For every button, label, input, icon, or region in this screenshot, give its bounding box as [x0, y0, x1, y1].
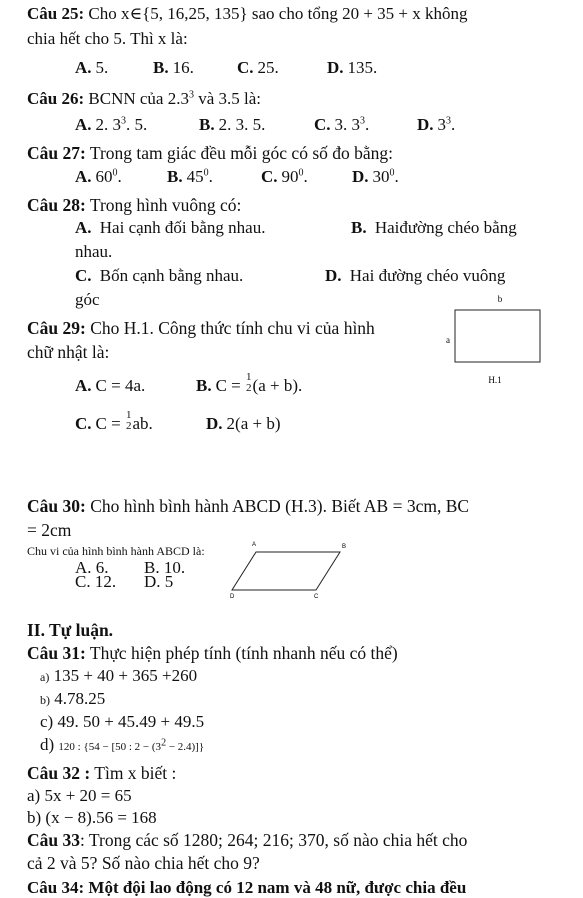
rectangle-figure-h1 — [440, 290, 550, 390]
q26-option-b[interactable]: B. 2. 3. 5. — [199, 115, 266, 134]
q30-option-d[interactable]: D. 5 — [144, 572, 174, 591]
q30-subtext: Chu vi của hình bình hành ABCD là: — [27, 544, 205, 558]
q29-line2: chữ nhật là: — [27, 342, 110, 362]
q33-line1: Câu 33: Trong các số 1280; 264; 216; 370, số nào chia hết cho — [27, 830, 468, 850]
parallelogram-figure-h3 — [222, 538, 362, 600]
q31-part-a: a) 135 + 40 + 365 +260 — [40, 666, 198, 685]
q28-line: Câu 28: Trong hình vuông có: — [27, 195, 242, 215]
q30-line2: = 2cm — [27, 520, 72, 540]
caption-h1: H.1 — [488, 375, 502, 385]
q28-option-a[interactable]: A. Hai cạnh đối bằng nhau. — [75, 218, 266, 237]
q25-line2 — [27, 29, 188, 49]
q26-line: Câu 26: BCNN của $2.3^3$ và 3.5 là: — [27, 89, 262, 108]
q28-option-c[interactable]: C. Bốn cạnh bằng nhau. — [75, 266, 244, 285]
q32-part-b: b) (x − 8).56 = 168 — [27, 808, 157, 827]
q26-option-c[interactable]: C. 3. $3^3$. — [314, 115, 370, 134]
q25-text-b: chia hết cho 5. Thì x là: — [27, 29, 188, 48]
q29-option-d[interactable]: D. 2(a + b) — [206, 414, 281, 433]
vertex-b: B — [342, 544, 347, 550]
q29-number: Câu 29: — [27, 318, 86, 338]
q25-line1 — [27, 4, 468, 24]
q28-option-b[interactable]: B. Haiđường chéo bằng — [351, 218, 517, 237]
q32-line: Câu 32 : Tìm x biết : — [27, 763, 177, 783]
q28-option-b-cont: nhau. — [75, 242, 113, 261]
q31-number: Câu 31: — [27, 643, 86, 663]
section-title-tu-luan: II. Tự luận. — [27, 620, 114, 640]
q25-number: Câu 25: — [27, 4, 85, 23]
q28-option-d[interactable]: D. Hai đường chéo vuông — [325, 266, 506, 285]
vertex-a: A — [252, 542, 257, 548]
q30-option-b[interactable]: B. 10. — [144, 558, 186, 577]
q26-number: Câu 26: — [27, 89, 85, 108]
fraction-one-half: 1 2 — [246, 371, 252, 395]
q29-option-c[interactable]: C. C = 1 2 ab. — [75, 409, 153, 433]
q31-part-d: d) 120 : {54 − [50 : $2 - (3^2 - 2.4)$]} — [40, 735, 205, 754]
q28-number: Câu 28: — [27, 195, 86, 215]
q25-text-a: Cho x∈{5, 16,25, 135} sao cho tổng 20 + 35 + x không — [84, 4, 468, 23]
q25-option-c[interactable]: C. 25. — [237, 58, 279, 77]
label-a: a — [446, 335, 450, 345]
q27-option-b[interactable]: B. $45^0$. — [167, 167, 213, 186]
q29-option-a[interactable]: A. C = 4a. — [75, 376, 146, 395]
q31-line: Câu 31: Thực hiện phép tính (tính nhanh nếu có thể) — [27, 643, 398, 663]
q27-option-d[interactable]: D. $30^0$. — [352, 167, 399, 186]
q28-option-d-cont: góc — [75, 290, 100, 309]
q32-number: Câu 32 : — [27, 763, 91, 783]
q33-line2: cả 2 và 5? Số nào chia hết cho 9? — [27, 853, 260, 873]
vertex-d: D — [230, 594, 235, 600]
q34-cut-line: Câu 34: Một đội lao động có 12 nam và 48 nữ, được chia đều — [27, 878, 467, 897]
q33-number: Câu 33 — [27, 830, 80, 850]
rectangle-shape — [455, 310, 540, 362]
q25-option-b[interactable]: B. 16. — [153, 58, 194, 77]
q30-option-a[interactable]: A. 6. — [75, 558, 109, 577]
parallelogram-shape — [232, 552, 340, 590]
q29-line1: Câu 29: Cho H.1. Công thức tính chu vi của hình — [27, 318, 375, 338]
q27-option-a[interactable]: A. $60^0$. — [75, 167, 122, 186]
q30-line1: Câu 30: Cho hình bình hành ABCD (H.3). Biết AB = 3cm, BC — [27, 496, 470, 516]
q25-option-a[interactable]: A. 5. — [75, 58, 109, 77]
q27-line: Câu 27: Trong tam giác đều mỗi góc có số đo bằng: — [27, 143, 394, 163]
fraction-one-half: 1 2 — [125, 409, 132, 433]
q29-option-b[interactable]: B. C = 1 2 (a + b). — [196, 371, 303, 395]
q25-option-d[interactable]: D. 135. — [327, 58, 378, 77]
q31-part-c: c) 49. 50 + 45.49 + 49.5 — [40, 712, 205, 731]
vertex-c: C — [314, 594, 319, 600]
q31-part-b: b) 4.78.25 — [40, 689, 106, 708]
q27-option-c[interactable]: C. $90^0$. — [261, 167, 308, 186]
q30-option-c[interactable]: C. 12. — [75, 572, 117, 591]
q27-number: Câu 27: — [27, 143, 86, 163]
q32-part-a: a) 5x + 20 = 65 — [27, 786, 132, 805]
q26-option-d[interactable]: D. $3^3$. — [417, 115, 456, 134]
label-b: b — [497, 294, 503, 304]
q31-d-expression: 120 : {54 − [50 : $2 - (3^2 - 2.4)$]} — [58, 737, 205, 753]
q26-option-a[interactable]: A. 2. $3^3$. 5. — [75, 115, 148, 134]
q30-number: Câu 30: — [27, 496, 86, 516]
